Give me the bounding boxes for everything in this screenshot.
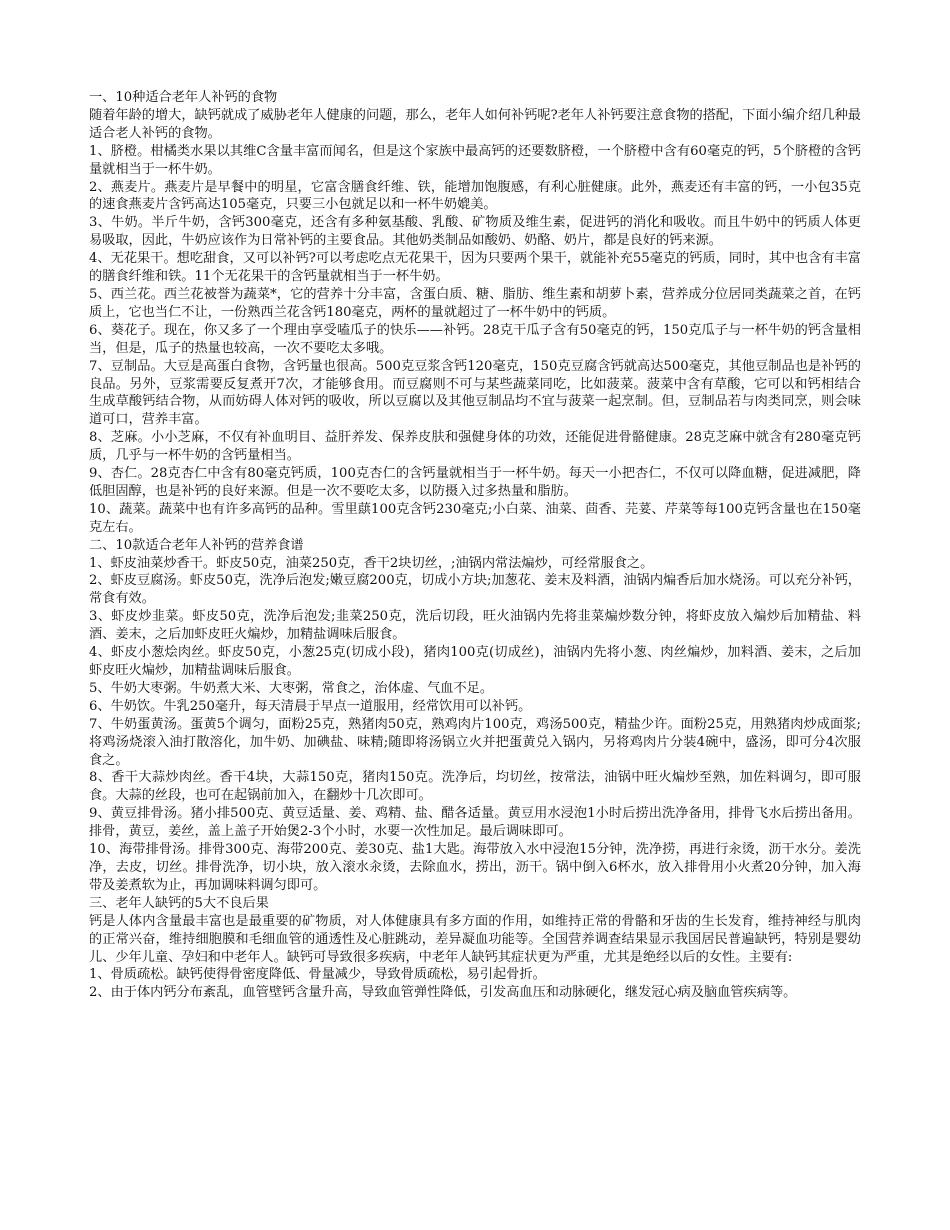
paragraph: 10、海带排骨汤。排骨300克、海带200克、姜30克、盐1大匙。海带放入水中浸泡15分钟，洗净捞，再进行汆烫，沥干水分。姜洗净，去皮，切丝。排骨洗净，切小块，放入滚水汆烫，去除血水，捞出，沥干。锅中倒入6杯水，放入排骨用小火煮20分钟，加入海带及姜煮软为止，再加调味料调匀即可。: [89, 842, 861, 893]
paragraph: 2、燕麦片。燕麦片是早餐中的明星，它富含膳食纤维、铁，能增加饱腹感，有利心脏健康。此外，燕麦还有丰富的钙，一小包35克的速食燕麦片含钙高达105毫克，只要三小包就足以和一杯牛奶媲美。: [89, 179, 861, 213]
section-heading: 二、10款适合老年人补钙的营养食谱: [89, 537, 304, 553]
paragraph: 6、葵花子。现在，你又多了一个理由享受嗑瓜子的快乐——补钙。28克干瓜子含有50毫克的钙，150克瓜子与一杯牛奶的钙含量相当，但是，瓜子的热量也较高，一次不要吃太多哦。: [89, 322, 861, 356]
paragraph: 7、豆制品。大豆是高蛋白食物，含钙量也很高。500克豆浆含钙120毫克，150克豆腐含钙就高达500毫克，其他豆制品也是补钙的良品。另外，豆浆需要反复煮开7次，才能够食用。而豆腐则不可与某些蔬菜同吃，比如菠菜。菠菜中含有草酸，它可以和钙相结合生成草酸钙结合物，从而妨碍人体对钙的吸收，所以豆腐以及其他豆制品均不宜与菠菜一起烹制。但，豆制品若与肉类同烹，则会味道可口，营养丰富。: [89, 358, 861, 428]
paragraph: 1、骨质疏松。缺钙使得骨密度降低、骨量减少，导致骨质疏松，易引起骨折。: [89, 967, 546, 983]
paragraph: 5、牛奶大枣粥。牛奶煮大米、大枣粥，常食之，治体虚、气血不足。: [89, 680, 494, 696]
paragraph: 8、芝麻。小小芝麻，不仅有补血明目、益肝养发、保养皮肤和强健身体的功效，还能促进骨骼健康。28克芝麻中就含有280毫克钙质，几乎与一杯牛奶的含钙量相当。: [89, 430, 861, 464]
paragraph: 4、虾皮小葱烩肉丝。虾皮50克，小葱25克(切成小段)，猪肉100克(切成丝)，油锅内先将小葱、肉丝煸炒，加料酒、姜末，之后加虾皮旺火煸炒，加精盐调味后服食。: [89, 645, 861, 678]
paragraph: 6、牛奶饮。牛乳250毫升，每天清晨于早点一道服用，经常饮用可以补钙。: [89, 698, 532, 714]
paragraph: 7、牛奶蛋黄汤。蛋黄5个调匀，面粉25克，熟猪肉50克，熟鸡肉片100克，鸡汤500克，精盐少许。面粉25克，用熟猪肉炒成面浆;将鸡汤烧滚入油打散溶化，加牛奶、加碘盐、味精;随即将汤锅立火并把蛋黄兑入锅内，另将鸡肉片分装4碗中，盛汤，即可分4次服食之。: [89, 716, 861, 768]
document-body: [89, 89, 861, 1002]
paragraph: 随着年龄的增大，缺钙就成了威胁老年人健康的问题，那么，老年人如何补钙呢?老年人补钙要注意食物的搭配，下面小编介绍几种最适合老人补钙的食物。: [89, 107, 861, 141]
section-heading: 三、老年人缺钙的5大不良后果: [89, 895, 269, 911]
paragraph: 2、由于体内钙分布紊乱，血管壁钙含量升高，导致血管弹性降低，引发高血压和动脉硬化，继发冠心病及脑血管疾病等。: [89, 985, 797, 1001]
paragraph: 10、蔬菜。蔬菜中也有许多高钙的品种。雪里蕻100克含钙230毫克;小白菜、油菜、茴香、芫荽、芹菜等每100克钙含量也在150毫克左右。: [89, 501, 861, 535]
paragraph: 3、牛奶。半斤牛奶，含钙300毫克，还含有多种氨基酸、乳酸、矿物质及维生素，促进钙的消化和吸收。而且牛奶中的钙质人体更易吸取，因此，牛奶应该作为日常补钙的主要食品。其他奶类制品如酸奶、奶酪、奶片，都是良好的钙来源。: [89, 215, 861, 249]
paragraph: 2、虾皮豆腐汤。虾皮50克，洗净后泡发;嫩豆腐200克，切成小方块;加葱花、姜末及料酒，油锅内煸香后加水烧汤。可以充分补钙，常食有效。: [89, 573, 861, 607]
paragraph: 钙是人体内含量最丰富也是最重要的矿物质，对人体健康具有多方面的作用，如维持正常的骨骼和牙齿的生长发育，维持神经与肌肉的正常兴奋，维持细胞膜和毛细血管的通透性及心脏跳动，差异凝血功能等。全国营养调查结果显示我国居民普遍缺钙，特别是婴幼儿、少年儿童、孕妇和中老年人。缺钙可导致很多疾病，中老年人缺钙其症状更为严重，尤其是绝经以后的女性。主要有:: [89, 913, 861, 965]
paragraph: 1、虾皮油菜炒香干。虾皮50克，油菜250克，香干2块切丝，;油锅内常法煸炒，可经常服食之。: [89, 555, 654, 571]
paragraph: 4、无花果干。想吃甜食，又可以补钙?可以考虑吃点无花果干，因为只要两个果干，就能补充55毫克的钙质，同时，其中也含有丰富的膳食纤维和铁。11个无花果干的含钙量就相当于一杯牛奶。: [89, 251, 861, 285]
paragraph: 9、杏仁。28克杏仁中含有80毫克钙质，100克杏仁的含钙量就相当于一杯牛奶。每天一小把杏仁，不仅可以降血糖，促进减肥，降低胆固醇，也是补钙的良好来源。但是一次不要吃太多，以防摄入过多热量和脂肪。: [89, 466, 861, 499]
paragraph: 9、黄豆排骨汤。猪小排500克、黄豆适量、姜、鸡精、盐、醋各适量。黄豆用水浸泡1小时后捞出洗净备用，排骨飞水后捞出备用。排骨，黄豆，姜丝，盖上盖子开始煲2-3个小时，水要一次性加足。最后调味即可。: [89, 806, 861, 840]
section-heading: 一、10种适合老年人补钙的食物: [89, 90, 278, 105]
paragraph: 5、西兰花。西兰花被誉为蔬菜*，它的营养十分丰富，含蛋白质、糖、脂肪、维生素和胡萝卜素，营养成分位居同类蔬菜之首，在钙质上，它也当仁不让，一份熟西兰花含钙180毫克，两杯的量就超过了一杯牛奶中的钙质。: [89, 286, 861, 320]
paragraph: 3、虾皮炒韭菜。虾皮50克，洗净后泡发;韭菜250克，洗后切段，旺火油锅内先将韭菜煸炒数分钟，将虾皮放入煸炒后加精盐、料酒、姜末，之后加虾皮旺火煸炒，加精盐调味后服食。: [89, 609, 861, 643]
paragraph: 1、脐橙。柑橘类水果以其维C含量丰富而闻名，但是这个家族中最高钙的还要数脐橙，一个脐橙中含有60毫克的钙，5个脐橙的含钙量就相当于一杯牛奶。: [89, 143, 861, 177]
paragraph: 8、香干大蒜炒肉丝。香干4块，大蒜150克，猪肉150克。洗净后，均切丝，按常法，油锅中旺火煸炒至熟，加佐料调匀，即可服食。大蒜的丝段，也可在起锅前加入，在翻炒十几次即可。: [89, 770, 861, 804]
